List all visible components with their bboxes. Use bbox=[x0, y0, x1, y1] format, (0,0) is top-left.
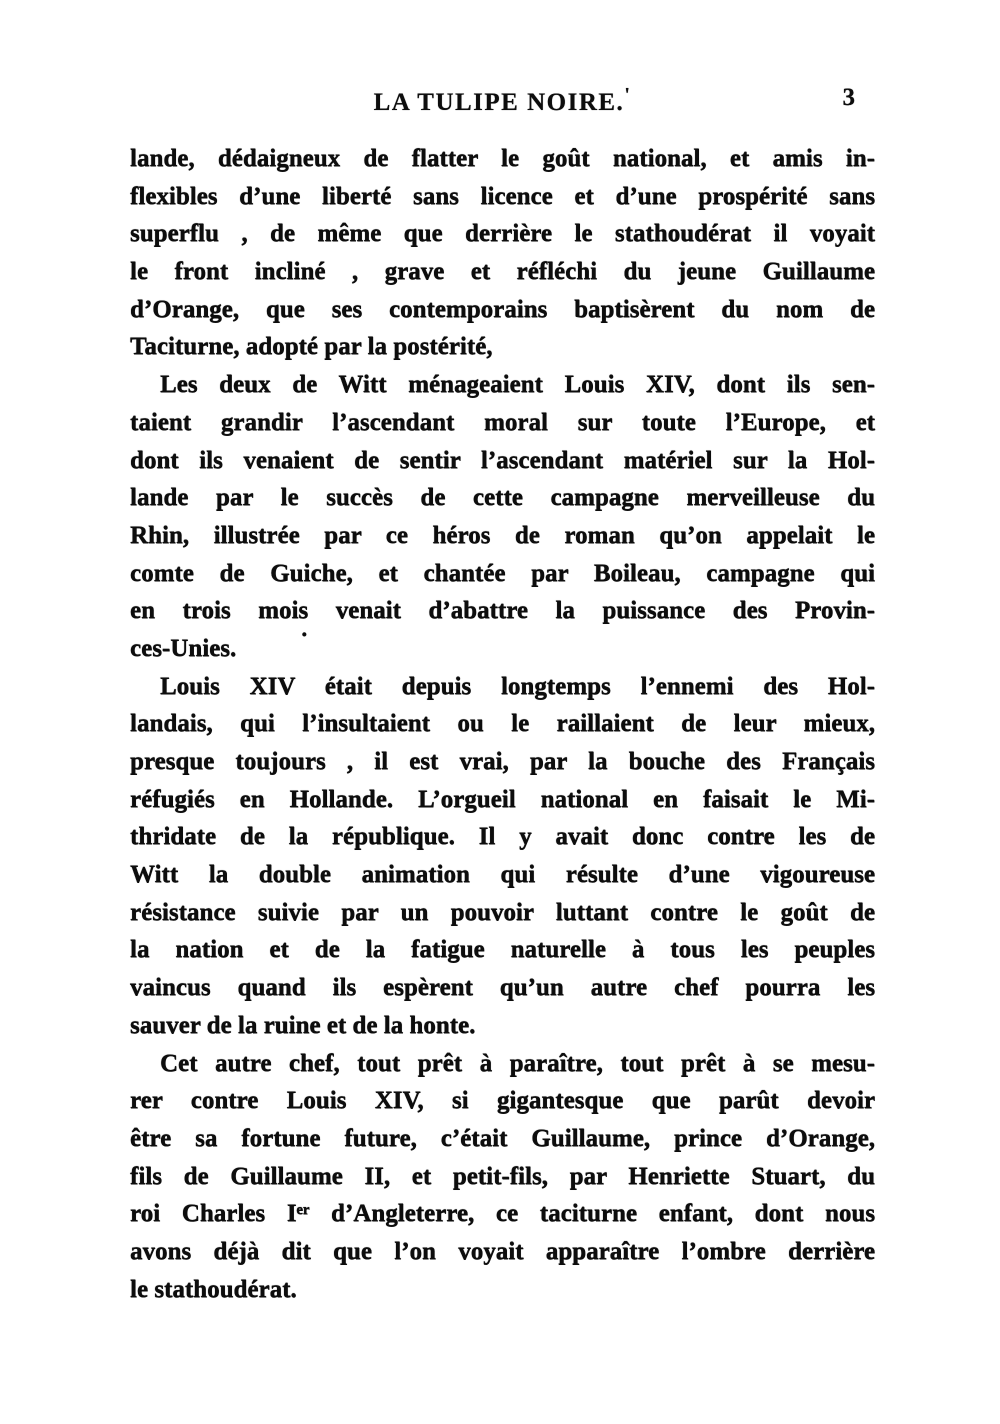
text-line: Rhin, illustrée par ce héros de roman qu’on appelait le bbox=[130, 521, 875, 549]
text-line: Witt la double animation qui résulte d’une vigoureuse bbox=[130, 861, 875, 889]
text-line: sauver de la ruine et de la honte. bbox=[130, 1011, 476, 1039]
running-header bbox=[130, 84, 875, 118]
text-line: superflu , de même que derrière le stathoudérat il voyait bbox=[130, 220, 875, 248]
text-line: Louis XIV était depuis longtemps l’ennemi des Hol- bbox=[160, 672, 875, 700]
text-line: le stathoudérat. bbox=[130, 1275, 297, 1303]
text-line: lande par le succès de cette campagne merveilleuse du bbox=[130, 484, 875, 512]
text-line: thridate de la république. Il y avait donc contre les de bbox=[130, 823, 875, 851]
text-line: être sa fortune future, c’était Guillaume, prince d’Orange, bbox=[130, 1124, 875, 1152]
text-line: Taciturne, adopté par la postérité, bbox=[130, 333, 493, 361]
text-line: le front incliné , grave et réfléchi du jeune Guillaume bbox=[130, 258, 875, 286]
page-number: 3 bbox=[842, 84, 855, 111]
text-line: réfugiés en Hollande. L’orgueil national en faisait le Mi- bbox=[130, 785, 875, 813]
text-line: fils de Guillaume II, et petit-fils, par Henriette Stuart, du bbox=[130, 1162, 875, 1190]
paragraph bbox=[130, 668, 875, 1045]
text-line: lande, dédaigneux de flatter le goût national, et amis in- bbox=[130, 145, 875, 172]
paragraph bbox=[130, 140, 875, 366]
text-line: vaincus quand ils espèrent qu’un autre chef pourra les bbox=[130, 974, 875, 1002]
text-line: ces-Unies. bbox=[130, 634, 237, 662]
paragraph bbox=[130, 1045, 875, 1309]
paragraph bbox=[130, 366, 875, 668]
page-body bbox=[130, 140, 875, 1308]
text-line: dont ils venaient de sentir l’ascendant matériel sur la Hol- bbox=[130, 446, 875, 474]
text-line: Cet autre chef, tout prêt à paraître, tout prêt à se mesu- bbox=[160, 1049, 875, 1077]
text-line: landais, qui l’insultaient ou le raillaient de leur mieux, bbox=[130, 710, 875, 738]
text-line: en trois mois venait d’abattre la puissance des Provin- bbox=[130, 597, 875, 625]
text-line: presque toujours , il est vrai, par la bouche des Français bbox=[130, 748, 875, 775]
text-line: roi Charles Iᵉʳ d’Angleterre, ce taciturne enfant, dont nous bbox=[130, 1200, 875, 1228]
text-line: taient grandir l’ascendant moral sur toute l’Europe, et bbox=[130, 408, 875, 436]
text-line: la nation et de la fatigue naturelle à tous les peuples bbox=[130, 936, 875, 964]
page-title-text: LA TULIPE NOIRE. bbox=[373, 89, 625, 116]
text-line: d’Orange, que ses contemporains baptisèrent du nom de bbox=[130, 295, 875, 323]
text-line: avons déjà dit que l’on voyait apparaître l’ombre derrière bbox=[130, 1237, 875, 1265]
text-line: comte de Guiche, et chantée par Boileau, campagne qui bbox=[130, 559, 875, 587]
text-line: flexibles d’une liberté sans licence et d’une prospérité sans bbox=[130, 182, 875, 210]
scan-tick-artifact: ' bbox=[624, 84, 632, 106]
text-line: rer contre Louis XIV, si gigantesque que parût devoir bbox=[130, 1087, 875, 1115]
text-line: Les deux de Witt ménageaient Louis XIV, dont ils sen- bbox=[160, 371, 875, 399]
text-line: résistance suivie par un pouvoir luttant contre le goût de bbox=[130, 898, 875, 926]
page-title bbox=[130, 84, 875, 117]
scan-speck-artifact: · bbox=[300, 620, 309, 649]
